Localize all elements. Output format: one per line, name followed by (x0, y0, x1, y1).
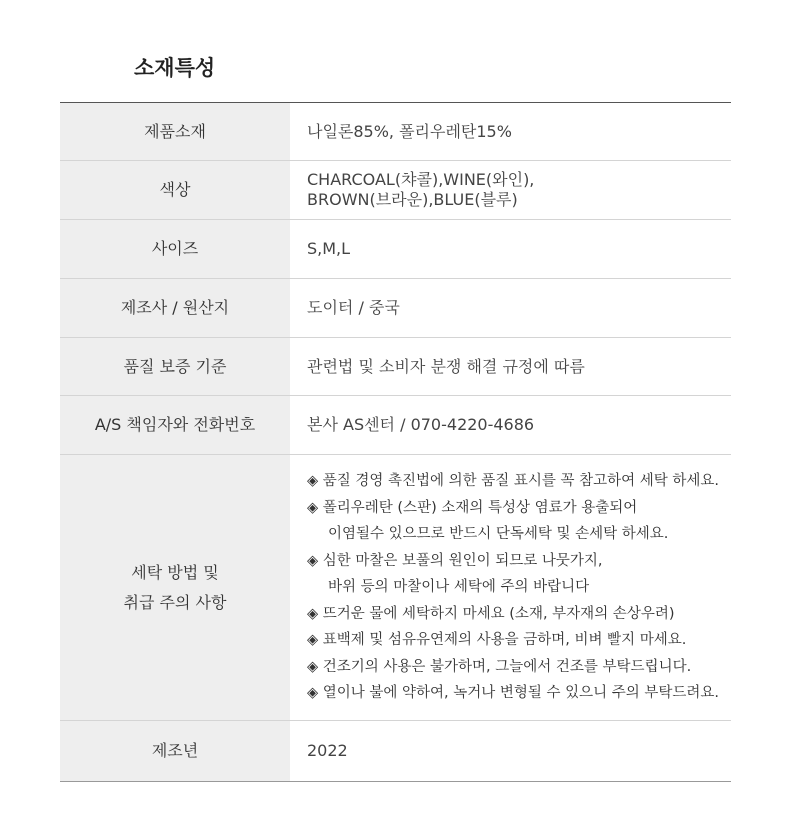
table-row-quality (60, 338, 731, 396)
table-row-care (60, 455, 731, 721)
care-label (60, 455, 290, 721)
table-row-material (60, 103, 731, 161)
quality-value: 관련법 및 소비자 분쟁 해결 규정에 따름 (290, 338, 731, 396)
care-label-line-1: 세탁 방법 및 (131, 562, 219, 582)
care-line: 이염될수 있으므로 반드시 단독세탁 및 손세탁 하세요. (328, 526, 669, 543)
maker-label: 제조사 / 원산지 (60, 279, 290, 338)
table-row-size (60, 220, 731, 279)
material-value: 나일론85%, 폴리우레탄15% (290, 103, 731, 161)
care-line: 바위 등의 마찰이나 세탁에 주의 바랍니다 (328, 579, 590, 596)
quality-label: 품질 보증 기준 (60, 338, 290, 396)
care-label-line-2: 취급 주의 사항 (123, 592, 227, 612)
color-label: 색상 (60, 161, 290, 220)
color-value-line-1: CHARCOAL(챠콜),WINE(와인), (307, 170, 535, 189)
table-row-year (60, 721, 731, 782)
spec-table (60, 102, 731, 782)
size-value: S,M,L (290, 220, 731, 279)
as-value: 본사 AS센터 / 070-4220-4686 (290, 396, 731, 455)
maker-value: 도이터 / 중국 (290, 279, 731, 338)
table-row-color (60, 161, 731, 220)
year-label: 제조년 (60, 721, 290, 782)
table-row-maker (60, 279, 731, 338)
size-label: 사이즈 (60, 220, 290, 279)
care-line: ◈ 심한 마찰은 보풀의 원인이 되므로 나뭇가지, (307, 552, 603, 569)
care-instructions (290, 455, 731, 721)
care-line: ◈ 열이나 불에 약하여, 녹거나 변형될 수 있으니 주의 부탁드려요. (307, 685, 720, 702)
as-label: A/S 책임자와 전화번호 (60, 396, 290, 455)
material-label: 제품소재 (60, 103, 290, 161)
care-line: ◈ 폴리우레탄 (스판) 소재의 특성상 염료가 용출되어 (307, 499, 638, 516)
care-line: ◈ 표백제 및 섬유유연제의 사용을 금하며, 비벼 빨지 마세요. (307, 632, 687, 649)
color-value (290, 161, 731, 220)
year-value: 2022 (290, 721, 731, 782)
care-line: ◈ 뜨거운 물에 세탁하지 마세요 (소재, 부자재의 손상우려) (307, 605, 675, 622)
section-title: 소재특성 (134, 56, 216, 80)
table-row-as (60, 396, 731, 455)
care-line: ◈ 품질 경영 촉진법에 의한 품질 표시를 꼭 참고하여 세탁 하세요. (307, 473, 720, 490)
care-line: ◈ 건조기의 사용은 불가하며, 그늘에서 건조를 부탁드립니다. (307, 658, 692, 675)
color-value-line-2: BROWN(브라운),BLUE(블루) (307, 190, 518, 209)
